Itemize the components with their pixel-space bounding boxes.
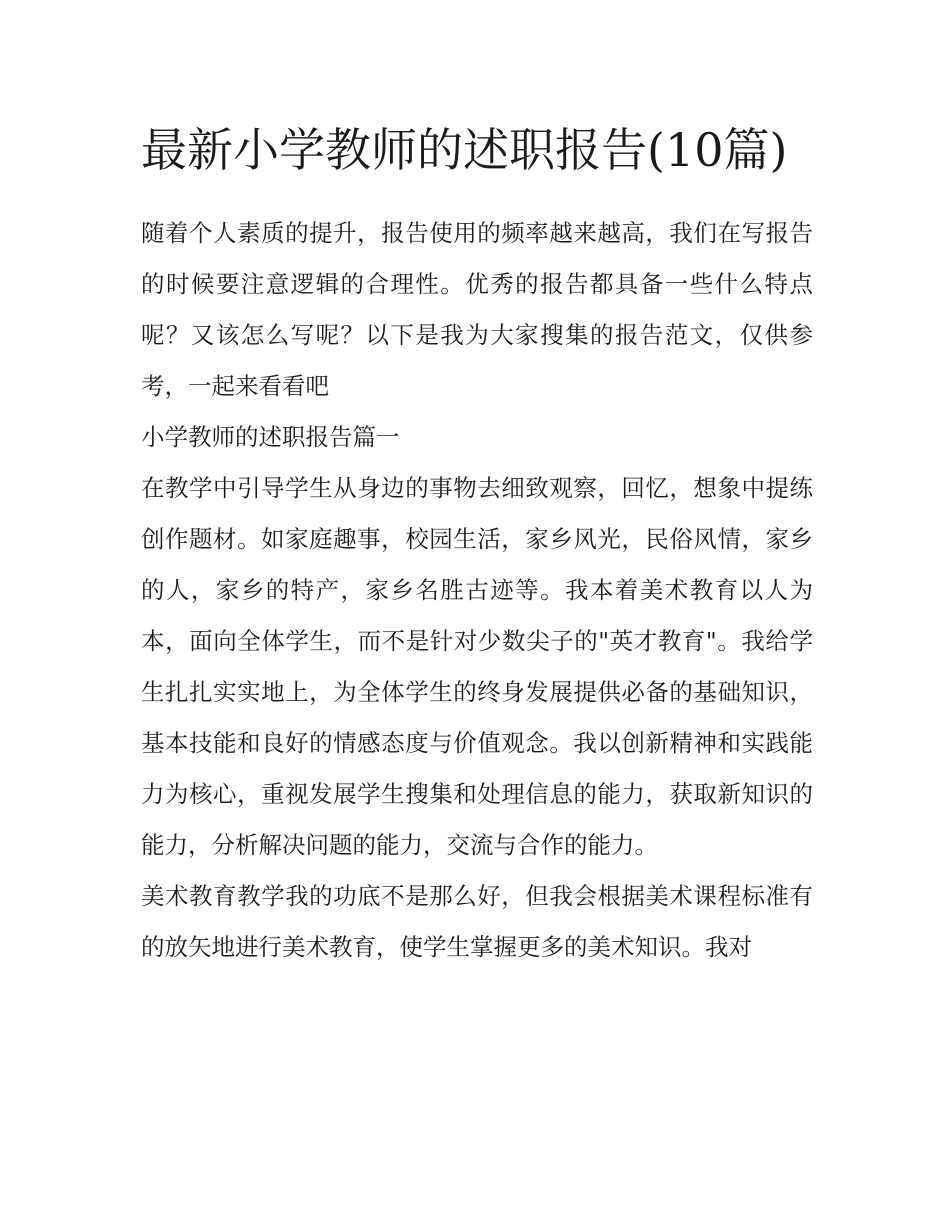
body-paragraph: 在教学中引导学生从身边的事物去细致观察，回忆，想象中提练创作题材。如家庭趣事，校园生活，家乡风光，民俗风情，家乡的人，家乡的特产，家乡名胜古迹等。我本着美术教育以人为本，面向全体学生，而不是针对少数尖子的"英才教育"。我给学生扎扎实实地上，为全体学生的终身发展提供必备的基础知识，基本技能和良好的情感态度与价值观念。我以创新精神和实践能力为核心，重视发展学生搜集和处理信息的能力，获取新知识的能力，分析解决问题的能力，交流与合作的能力。 [141, 474, 813, 859]
body-paragraph: 美术教育教学我的功底不是那么好，但我会根据美术课程标准有的放矢地进行美术教育，使学生掌握更多的美术知识。我对 [141, 882, 813, 961]
section-heading: 小学教师的述职报告篇一 [141, 423, 400, 451]
document-page [141, 112, 813, 973]
intro-paragraph: 随着个人素质的提升，报告使用的频率越来越高，我们在写报告的时候要注意逻辑的合理性。优秀的报告都具备一些什么特点呢？又该怎么写呢？以下是我为大家搜集的报告范文，仅供参考，一起来看看吧 [141, 219, 813, 400]
document-body [141, 208, 813, 973]
document-title: 最新小学教师的述职报告(10篇) [141, 123, 788, 177]
